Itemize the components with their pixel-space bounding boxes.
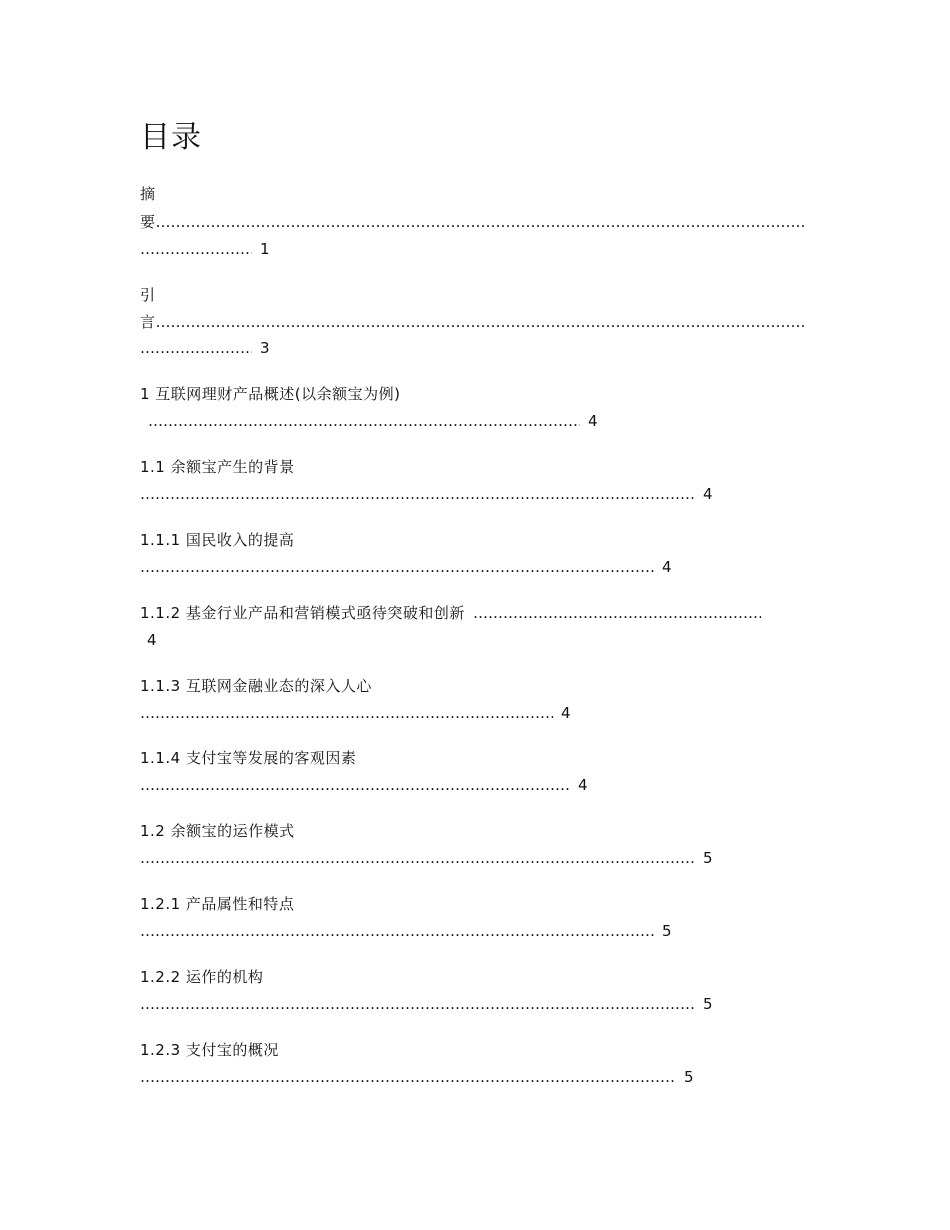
toc-leader-dots (140, 484, 695, 504)
toc-entry-label-line2 (140, 212, 806, 232)
toc-entry-page-line (140, 630, 157, 650)
toc-leader-dots (156, 312, 806, 332)
toc-entry-page-line (140, 921, 672, 941)
toc-page-number: 3 (260, 339, 271, 357)
toc-entry-page-line (140, 775, 588, 795)
toc-entry-label: 要 (140, 213, 156, 231)
toc-entry-page-line (140, 411, 598, 431)
toc-page-number: 1 (260, 240, 271, 258)
toc-entry-label: 1 互联网理财产品概述(以余额宝为例) (140, 385, 401, 403)
toc-page-number: 4 (662, 558, 673, 576)
toc-entry-label: 1.2.1 产品属性和特点 (140, 895, 295, 913)
toc-entry-label: 引 (140, 286, 156, 304)
toc-entry-label: 1.2.3 支付宝的概况 (140, 1041, 279, 1059)
toc-leader-dots (140, 1067, 676, 1087)
toc-page-number: 4 (561, 704, 572, 722)
toc-page-number: 5 (684, 1068, 695, 1086)
toc-entry-page-line (140, 703, 571, 723)
toc-leader-dots (140, 338, 252, 358)
toc-entry-page-line (140, 484, 713, 504)
toc-title: 目录 (140, 120, 202, 155)
toc-page-number: 4 (147, 631, 158, 649)
toc-leader-dots (156, 212, 806, 232)
toc-entry-page-line (140, 848, 713, 868)
toc-leader-dots (140, 994, 695, 1014)
toc-leader-dots (473, 603, 761, 623)
toc-entry-label-line2 (140, 312, 806, 332)
toc-entry-page-line (140, 1067, 694, 1087)
toc-leader-dots (140, 557, 654, 577)
toc-page-number: 4 (578, 776, 589, 794)
toc-entry-page-line (140, 994, 713, 1014)
toc-leader-dots (140, 921, 654, 941)
toc-entry-page-line (140, 338, 270, 358)
toc-leader-dots (140, 703, 553, 723)
toc-page-number: 5 (662, 922, 673, 940)
toc-leader-dots (140, 239, 252, 259)
toc-entry-label: 1.1.2 基金行业产品和营销模式亟待突破和创新 (140, 604, 465, 622)
toc-leader-dots (140, 848, 695, 868)
toc-entry-page-line (140, 239, 270, 259)
toc-page-number: 4 (703, 485, 714, 503)
toc-page-number: 5 (703, 849, 714, 867)
toc-page-number: 4 (588, 412, 599, 430)
toc-leader-dots (148, 411, 580, 431)
toc-entry-label: 1.2.2 运作的机构 (140, 968, 264, 986)
toc-entry-label: 摘 (140, 185, 156, 203)
toc-page-number: 5 (703, 995, 714, 1013)
toc-leader-dots (140, 775, 570, 795)
toc-entry-label: 1.1.4 支付宝等发展的客观因素 (140, 749, 357, 767)
toc-entry-label: 言 (140, 313, 156, 331)
toc-entry-label: 1.2 余额宝的运作模式 (140, 822, 295, 840)
toc-entry-label: 1.1 余额宝产生的背景 (140, 458, 295, 476)
toc-entry-label: 1.1.3 互联网金融业态的深入人心 (140, 677, 372, 695)
toc-entry-page-line (140, 557, 672, 577)
toc-entry-label: 1.1.1 国民收入的提高 (140, 531, 295, 549)
toc-entry-label-line (140, 603, 761, 623)
